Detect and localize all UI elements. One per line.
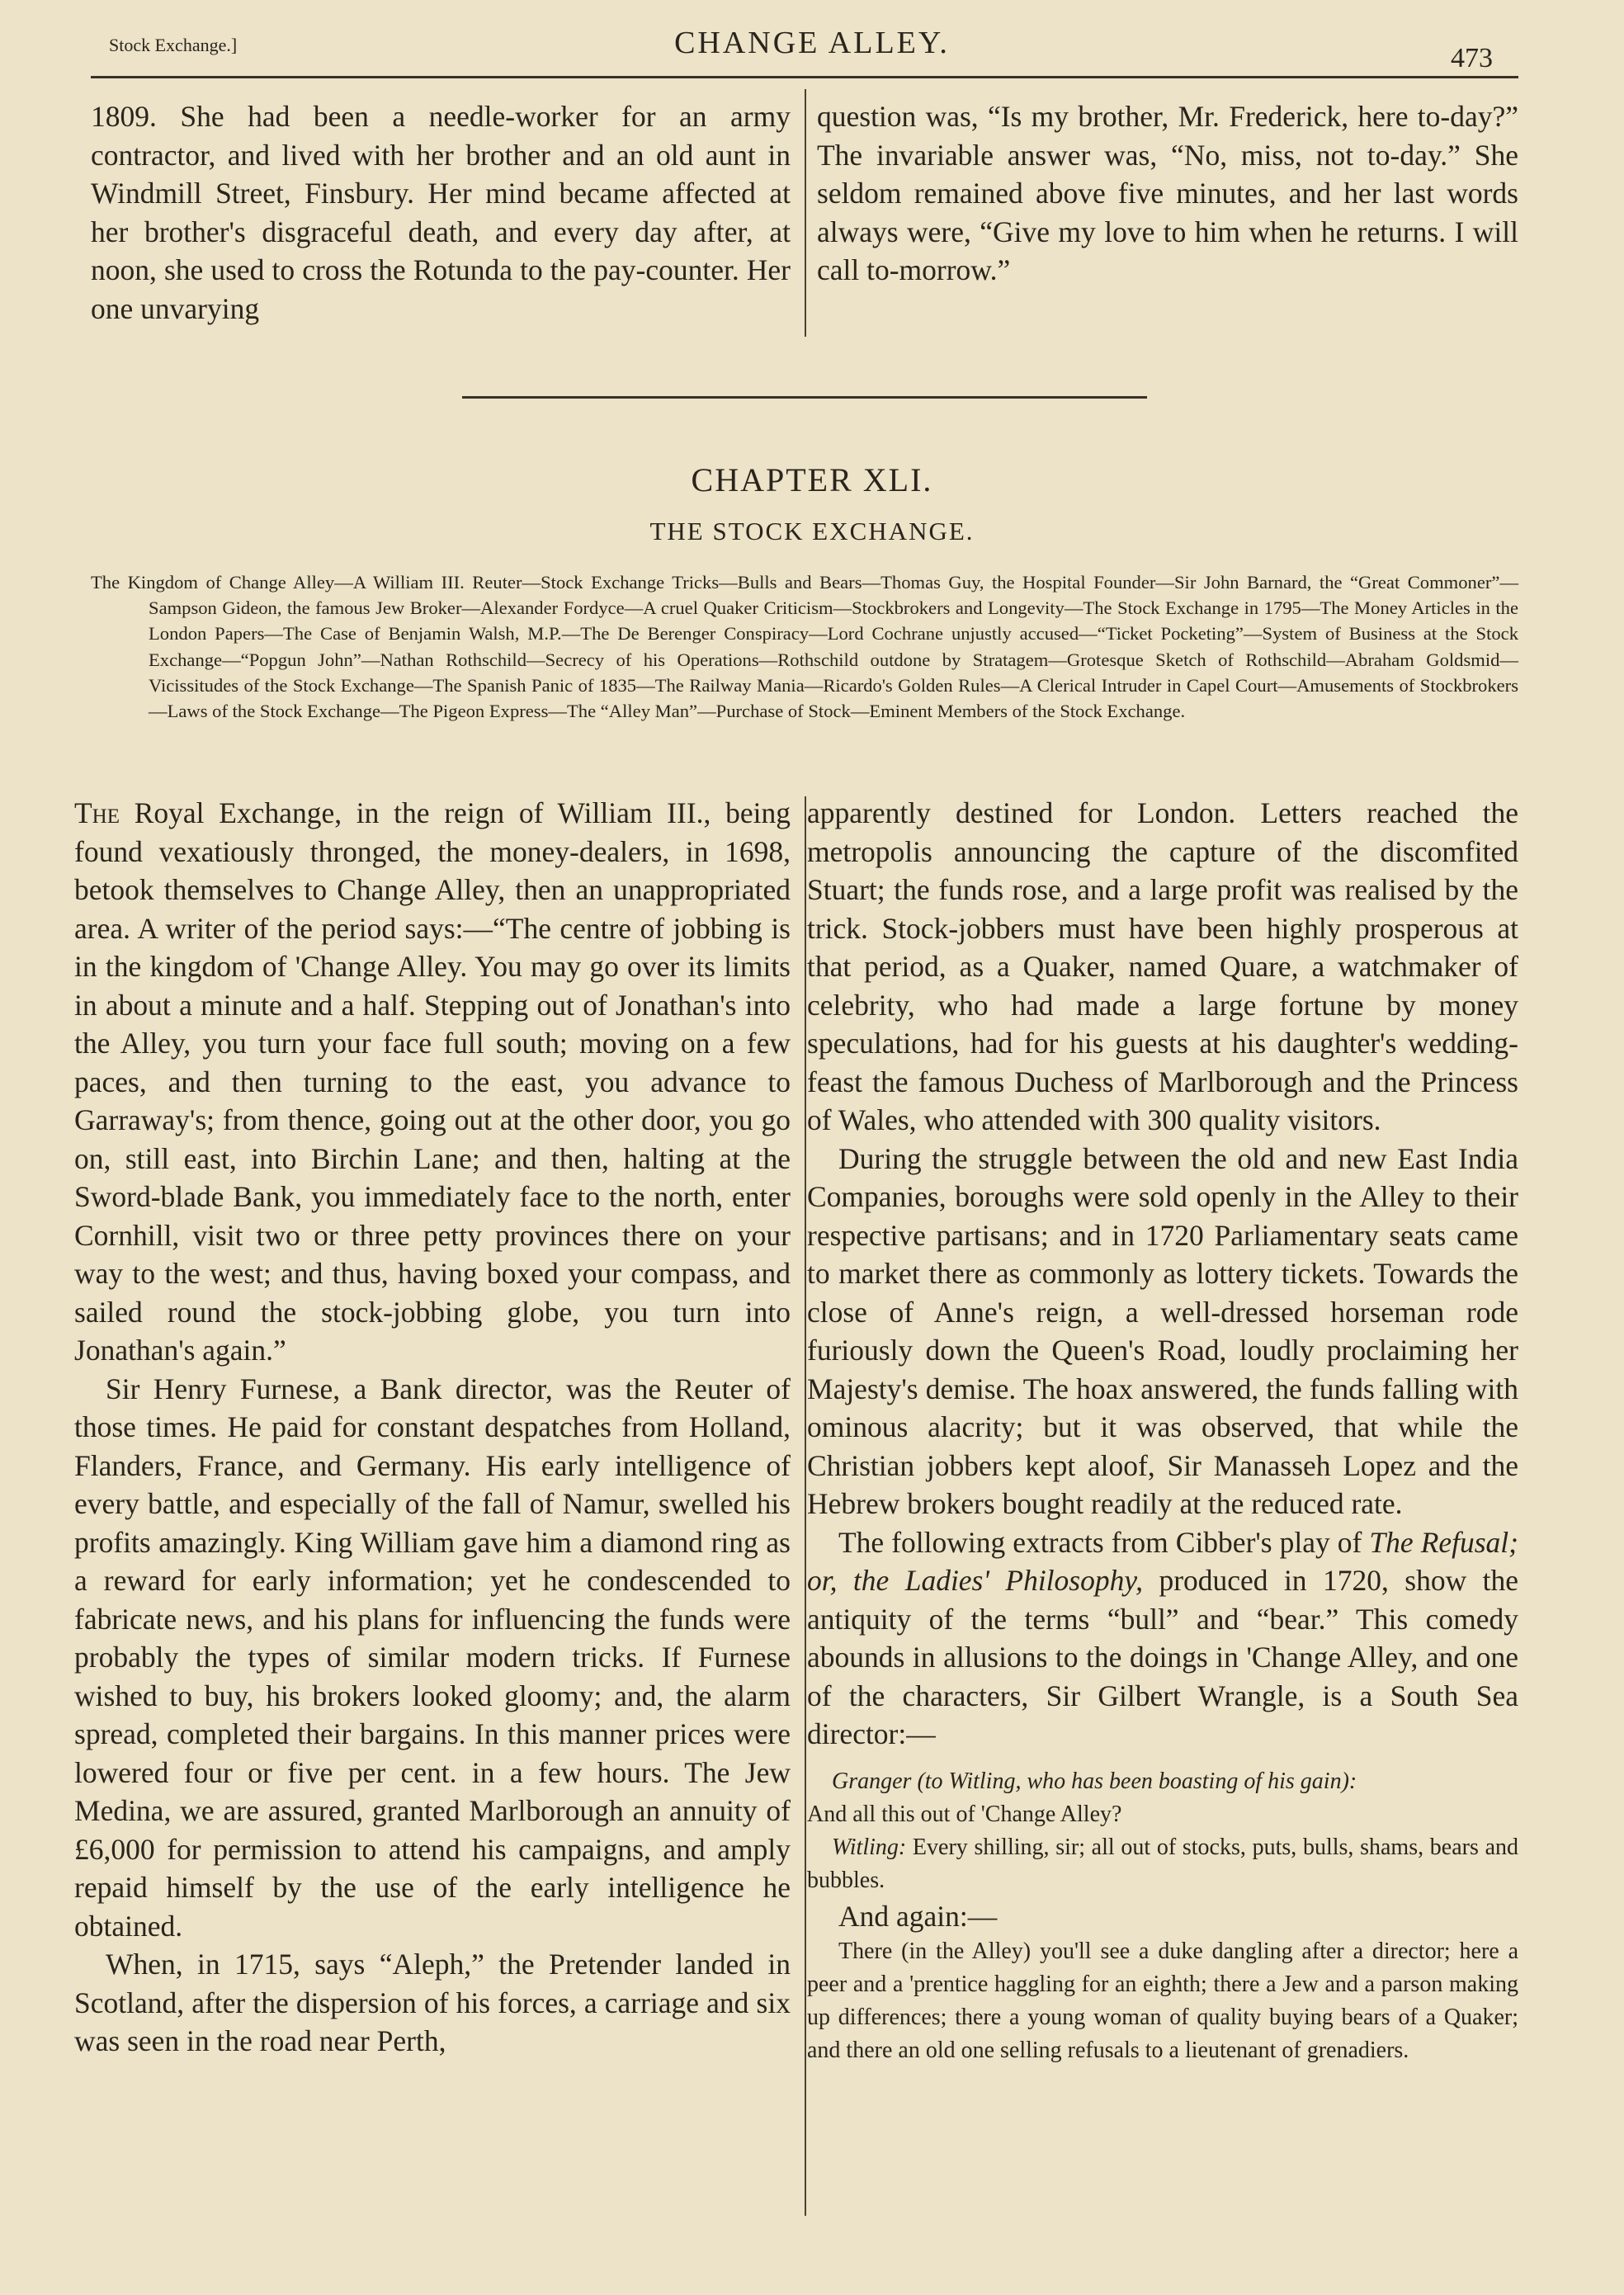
- chapter-title: CHAPTER XLI.: [691, 461, 933, 498]
- page-number: 473: [1451, 43, 1493, 73]
- play-dialogue: [807, 1765, 1518, 1897]
- paragraph: Sir Henry Furnese, a Bank director, was the Reuter of those times. He paid for constant despatches from Holland, Flanders, France, and Germany. His early intelligence of every battle, and especially of the fall of Namur, swelled his profits amazingly. King William gave him a diamond ring as a reward for early information; yet he condescended to fabricate news, and his plans for influencing the funds were probably the types of similar modern tricks. If Furnese wished to buy, his brokers looked gloomy; and, the alarm spread, completed their bargains. In this manner prices were lowered four or five per cent. in a few hours. The Jew Medina, we are assured, granted Marlborough an annuity of £6,000 for permission to attend his campaigns, and amply repaid himself by the use of the early intelligence he obtained.: [74, 1372, 791, 1943]
- running-head-section: Stock Exchange.]: [109, 35, 238, 55]
- speaker-name: Granger: [832, 1768, 912, 1794]
- paragraph-text: The following extracts from Cibber's play of: [838, 1525, 1370, 1559]
- stage-direction: (to Witling, who has been boasting of his gain):: [917, 1768, 1357, 1794]
- top-right-column: [817, 97, 1518, 290]
- paragraph-lead-word: The: [74, 796, 120, 829]
- paragraph-text: Royal Exchange, in the reign of William III., being found vexatiously thronged, the money-dealers, in 1698, betook themselves to Change Alley, then an unappropriated area. A writer of the period says:—“The centre of jobbing is in the kingdom of 'Change Alley. You may go over its limits in about a minute and a half. Stepping out of Jonathan's into the Alley, you turn your face full south; moving on a few paces, and then turning to the east, you advance to Garraway's; from thence, going out at the other door, you go on, still east, into Birchin Lane; and then, halting at the Sword-blade Bank, you immediately face to the north, enter Cornhill, visit two or three petty provinces there on your way to the west; and thus, having boxed your compass, and sailed round the stock-jobbing globe, you turn into Jonathan's again.”: [74, 796, 791, 1367]
- main-left-column: [74, 794, 791, 2061]
- chapter-synopsis: The Kingdom of Change Alley—A William III. Reuter—Stock Exchange Tricks—Bulls and Bears—Thomas Guy, the Hospital Founder—Sir John Barnard, the “Great Commoner”—Sampson Gideon, the famous Jew Broker—Alexander Fordyce—A cruel Quaker Criticism—Stockbrokers and Longevity—The Stock Exchange in 1795—The Money Articles in the London Papers—The Case of Benjamin Walsh, M.P.—The De Berenger Conspiracy—Lord Cochrane unjustly accused—“Ticket Pocketing”—System of Business at the Stock Exchange—“Popgun John”—Nathan Rothschild—Secrecy of his Operations—Rothschild outdone by Stratagem—Grotesque Sketch of Rothschild—Abraham Goldsmid—Vicissitudes of the Stock Exchange—The Spanish Panic of 1835—The Railway Mania—Ricardo's Golden Rules—A Clerical Intruder in Capel Court—Amusements of Stockbrokers—Laws of the Stock Exchange—The Pigeon Express—The “Alley Man”—Purchase of Stock—Eminent Members of the Stock Exchange.: [91, 572, 1518, 722]
- block-quote: [807, 1935, 1518, 2067]
- paragraph: During the struggle between the old and new East India Companies, boroughs were sold openly in the Alley to their respective partisans; and in 1720 Parliamentary seats came to market there as commonly as lottery tickets. Towards the close of Anne's reign, a well-dressed horseman rode furiously down the Queen's Road, loudly proclaiming her Majesty's demise. The hoax answered, the funds falling with ominous alacrity; but it was observed, that while the Christian jobbers kept aloof, Sir Manasseh Lopez and the Hebrew brokers bought readily at the reduced rate.: [807, 1141, 1518, 1520]
- column-divider-top: [805, 89, 806, 337]
- running-head-title: CHANGE ALLEY.: [674, 26, 950, 60]
- dialogue-text: Every shilling, sir; all out of stocks, puts, bulls, shams, bears and bubbles.: [807, 1834, 1518, 1893]
- paragraph: apparently destined for London. Letters reached the metropolis announcing the capture of the discomfited Stuart; the funds rose, and a large profit was realised by the trick. Stock-jobbers must have been highly prosperous at that period, as a Quaker, named Quare, a watchmaker of celebrity, who had made a large fortune by money speculations, had for his guests at his daughter's wedding-feast the famous Duchess of Marlborough and the Princess of Wales, who attended with 300 quality visitors.: [807, 796, 1518, 1136]
- column-divider-main: [805, 796, 806, 2216]
- main-right-column: [807, 794, 1518, 2067]
- dialogue-line: And all this out of 'Change Alley?: [807, 1801, 1122, 1827]
- chapter-subtitle: THE STOCK EXCHANGE.: [649, 517, 975, 545]
- quote-text: There (in the Alley) you'll see a duke dangling after a director; here a peer and a 'prentice haggling for an eighth; there a Jew and a parson making up differences; there a young woman of quality buying bears of a Quaker; and there an old one selling refusals to a lieutenant of grenadiers.: [807, 1938, 1518, 2063]
- paragraph: [807, 1523, 1518, 1754]
- section-divider: [462, 396, 1147, 399]
- dialogue-line: [807, 1765, 1518, 1798]
- header-rule: [91, 76, 1518, 78]
- speaker-name: Witling:: [832, 1834, 907, 1860]
- paragraph: When, in 1715, says “Aleph,” the Pretender landed in Scotland, after the dispersion of his forces, a carriage and six was seen in the road near Perth,: [74, 1948, 791, 2057]
- paragraph: question was, “Is my brother, Mr. Frederick, here to-day?” The invariable answer was, “No, miss, not to-day.” She seldom remained above five minutes, and her last words always were, “Give my love to him when he returns. I will call to-morrow.”: [817, 100, 1518, 286]
- play-title: The Refusal; or, the Ladies' Philosophy,: [807, 1525, 1518, 1597]
- paragraph: And again:—: [838, 1899, 998, 1933]
- paragraph: [74, 794, 791, 1370]
- paragraph: 1809. She had been a needle-worker for an army contractor, and lived with her brother and an old aunt in Windmill Street, Finsbury. Her mind became affected at her brother's disgraceful death, and every day after, at noon, she used to cross the Rotunda to the pay-counter. Her one unvarying: [91, 100, 791, 325]
- top-left-column: [91, 97, 791, 328]
- paragraph-text: produced in 1720, show the antiquity of the terms “bull” and “bear.” This comedy abounds in allusions to the doings in 'Change Alley, and one of the characters, Sir Gilbert Wrangle, is a South Sea director:—: [807, 1564, 1518, 1750]
- dialogue-line: [807, 1831, 1518, 1897]
